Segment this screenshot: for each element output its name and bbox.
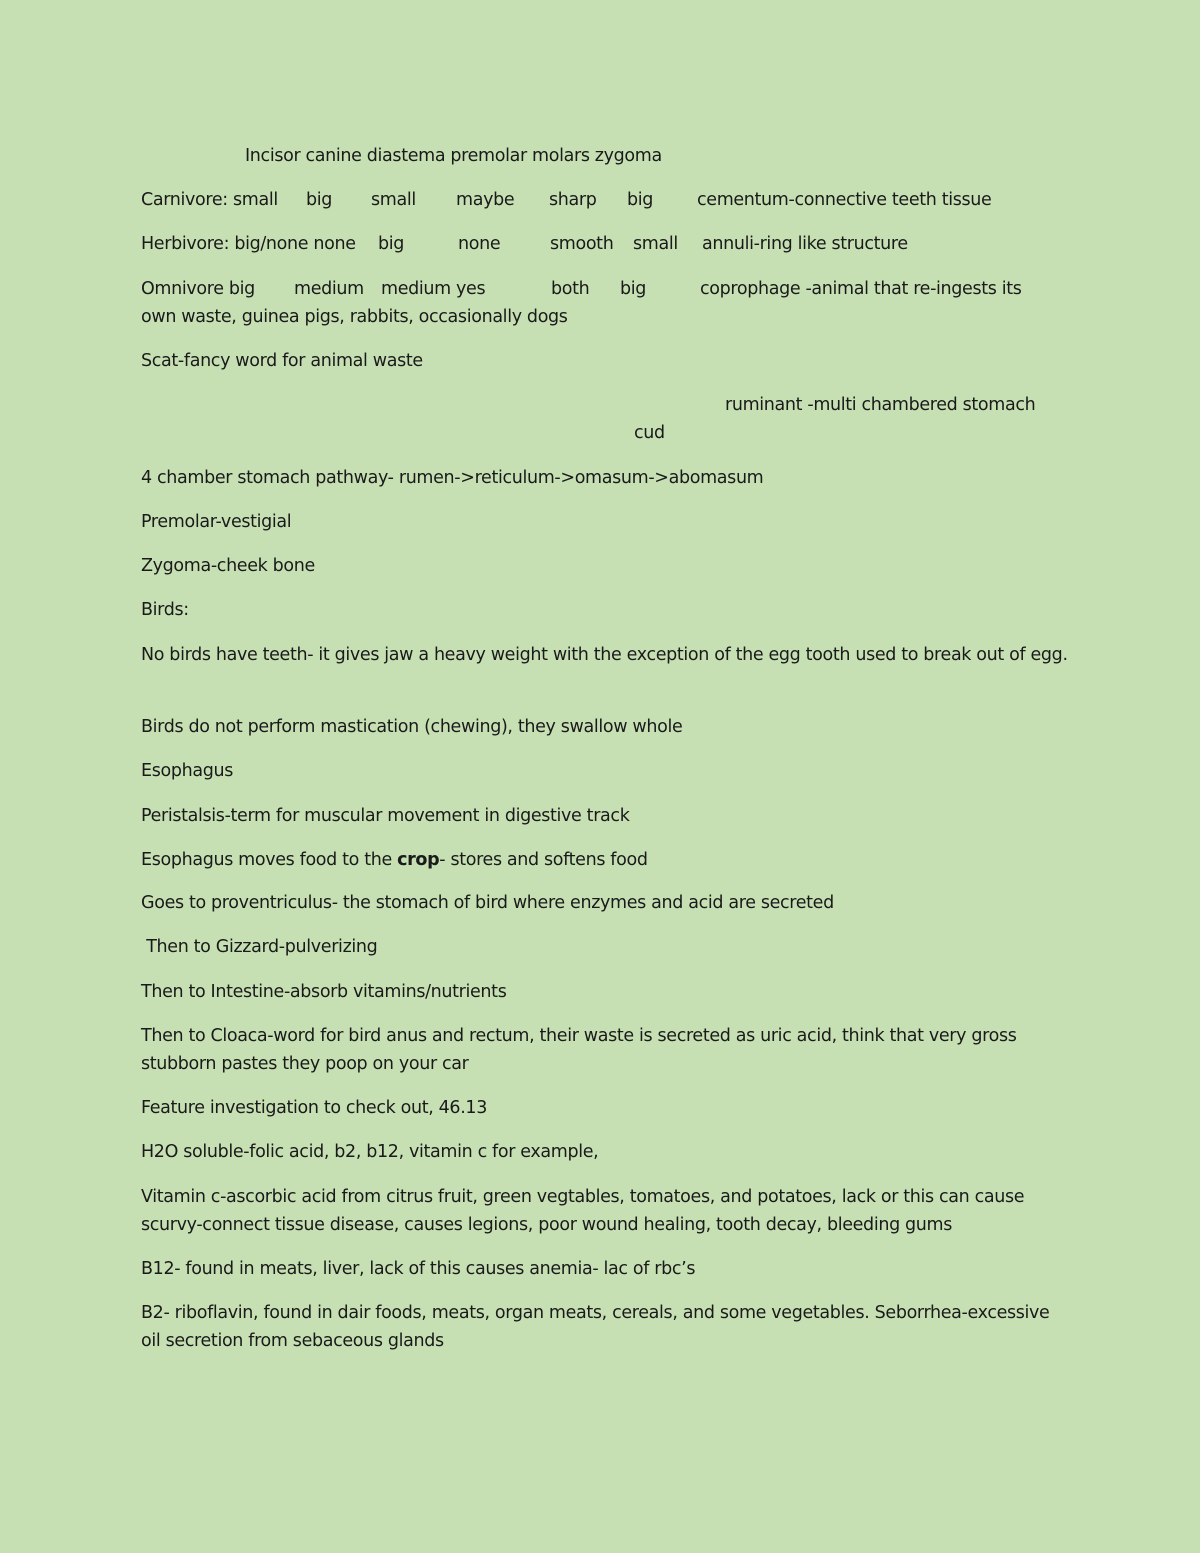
omnivore-note-continued: own waste, guinea pigs, rabbits, occasionally dogs (141, 307, 568, 327)
cud-note: cud (634, 423, 665, 443)
omnivore-zygoma: big (620, 279, 647, 299)
carnivore-diastema: small (371, 190, 416, 210)
omnivore-canine: medium (294, 279, 364, 299)
b2-note: B2- riboflavin, found in dair foods, meats, organ meats, cereals, and some vegetables. Seborrhea-excessive oil secretion from sebaceous glands (141, 1303, 1050, 1351)
carnivore-label: Carnivore: small (141, 190, 278, 210)
no-teeth-note: No birds have teeth- it gives jaw a heavy weight with the exception of the egg tooth used to break out of egg. (141, 645, 1068, 665)
herbivore-zygoma: small (633, 234, 678, 254)
herbivore-premolar: none (458, 234, 501, 254)
carnivore-note: cementum-connective teeth tissue (697, 190, 992, 210)
gizzard-note: Then to Gizzard-pulverizing (141, 937, 378, 957)
crop-note-before: Esophagus moves food to the (141, 850, 398, 870)
herbivore-label: Herbivore: big/none none (141, 234, 356, 254)
carnivore-molars: sharp (549, 190, 597, 210)
vitamin-c-note: Vitamin c-ascorbic acid from citrus fruit, green vegtables, tomatoes, and potatoes, lack or this can cause scurvy-connect tissue disease, causes legions, poor wound healing, tooth decay, bleeding gums (141, 1187, 1025, 1235)
intestine-note: Then to Intestine-absorb vitamins/nutrients (141, 982, 507, 1002)
omnivore-molars: both (551, 279, 590, 299)
table-header: Incisor canine diastema premolar molars zygoma (245, 146, 662, 166)
stomach-pathway-note: 4 chamber stomach pathway- rumen->reticulum->omasum->abomasum (141, 468, 764, 488)
scat-note: Scat-fancy word for animal waste (141, 351, 423, 371)
crop-note (141, 846, 648, 874)
feature-note: Feature investigation to check out, 46.13 (141, 1098, 487, 1118)
herbivore-molars: smooth (550, 234, 614, 254)
herbivore-note: annuli-ring like structure (702, 234, 908, 254)
carnivore-zygoma: big (627, 190, 654, 210)
proventriculus-note: Goes to proventriculus- the stomach of bird where enzymes and acid are secreted (141, 893, 834, 913)
b12-note: B12- found in meats, liver, lack of this causes anemia- lac of rbc’s (141, 1259, 696, 1279)
peristalsis-note: Peristalsis-term for muscular movement in digestive track (141, 806, 630, 826)
herbivore-diastema: big (378, 234, 405, 254)
omnivore-label: Omnivore big (141, 279, 255, 299)
cloaca-note: Then to Cloaca-word for bird anus and rectum, their waste is secreted as uric acid, think that very gross stubborn pastes they poop on your car (141, 1026, 1017, 1074)
crop-term: crop (397, 850, 440, 870)
carnivore-canine: big (306, 190, 333, 210)
premolar-note: Premolar-vestigial (141, 512, 292, 532)
crop-note-after: - stores and softens food (439, 850, 648, 870)
ruminant-note: ruminant -multi chambered stomach (725, 395, 1036, 415)
carnivore-premolar: maybe (456, 190, 515, 210)
h2o-note: H2O soluble-folic acid, b2, b12, vitamin c for example, (141, 1142, 599, 1162)
omnivore-note: coprophage -animal that re-ingests its (700, 279, 1022, 299)
mastication-note: Birds do not perform mastication (chewing), they swallow whole (141, 717, 683, 737)
omnivore-diastema-premolar: medium yes (381, 279, 486, 299)
zygoma-note: Zygoma-cheek bone (141, 556, 315, 576)
birds-heading: Birds: (141, 600, 189, 620)
esophagus-note: Esophagus (141, 761, 233, 781)
